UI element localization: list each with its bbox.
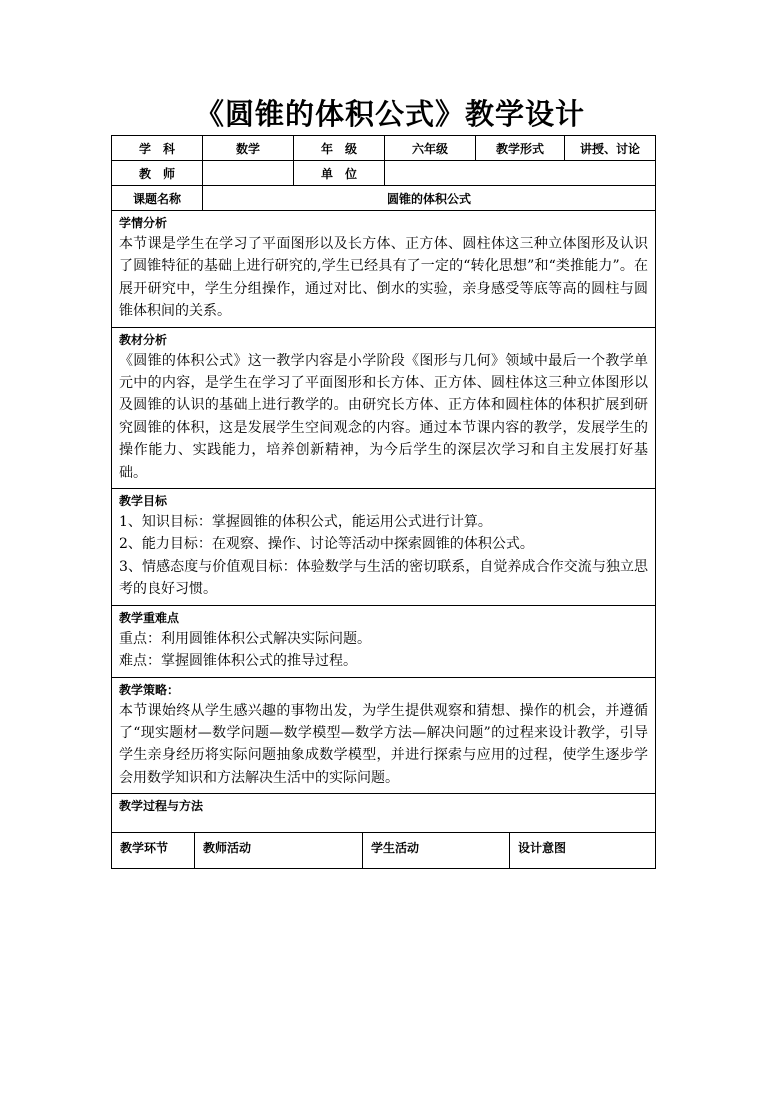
teaching-form-value: 讲授、讨论 [565,136,656,160]
process-table-header [112,833,656,869]
col-design-intent: 设计意图 [510,833,656,868]
key-points-heading: 教学重难点 [119,610,180,625]
unit-label: 单 位 [294,161,385,185]
student-analysis-section [112,211,656,328]
info-row-3 [112,186,656,211]
unit-value [385,161,656,185]
col-teacher-activity: 教师活动 [195,833,363,868]
lesson-plan-table [111,135,656,869]
teacher-label: 教 师 [112,161,203,185]
key-point-focus: 重点：利用圆锥体积公式解决实际问题。 [119,630,371,647]
teaching-form-label: 教学形式 [476,136,565,160]
grade-value: 六年级 [385,136,476,160]
subject-value: 数学 [203,136,294,160]
col-stage: 教学环节 [112,833,195,868]
objective-knowledge: 1、知识目标：掌握圆锥的体积公式，能运用公式进行计算。 [119,514,492,531]
info-row-1 [112,136,656,161]
topic-value: 圆锥的体积公式 [203,186,656,210]
grade-label: 年 级 [294,136,385,160]
objectives-heading: 教学目标 [119,494,168,509]
objective-ability: 2、能力目标：在观察、操作、讨论等活动中探索圆锥的体积公式。 [119,536,534,553]
student-analysis-heading: 学情分析 [119,216,168,230]
col-student-activity: 学生活动 [363,833,510,868]
topic-label: 课题名称 [112,186,203,210]
material-analysis-text: 《圆锥的体积公式》这一教学内容是小学阶段《图形与几何》领域中最后一个教学单元中的内容，是学生在学习了平面图形和长方体、正方体、圆柱体这三种立体图形以及圆锥的认识的基础上进行教学的。由研究长方体、正方体和圆柱体的体积扩展到研究圆锥的体积，这是发展学生空间观念的内容。通过本节课内容的教学，发展学生的操作能力、实践能力，培养创新精神，为今后学生的深层次学习和自主发展打好基础。 [119,352,648,481]
document-title: 《圆锥的体积公式》教学设计 [194,97,585,131]
info-row-2 [112,161,656,186]
student-analysis-text: 本节课是学生在学习了平面图形以及长方体、正方体、圆柱体这三种立体图形及认识了圆锥特征的基础上进行研究的,学生已经具有了一定的“转化思想”和“类推能力”。在展开研究中，学生分组操作，通过对比、倒水的实验，亲身感受等底等高的圆柱与圆锥体积间的关系。 [119,236,648,320]
strategy-heading: 教学策略： [119,682,180,697]
strategy-section [112,678,656,795]
material-analysis-section [112,328,656,489]
material-analysis-heading: 教材分析 [119,332,168,347]
key-point-difficulty: 难点：掌握圆锥体积公式的推导过程。 [119,653,357,670]
objectives-section [112,489,656,606]
strategy-text: 本节课始终从学生感兴趣的事物出发，为学生提供观察和猜想、操作的机会，并遵循了“现实题材—数学问题—数学模型—数学方法—解决问题”的过程来设计教学，引导学生亲身经历将实际问题抽象成数学模型，并进行探索与应用的过程，使学生逐步学会用数学知识和方法解决生活中的实际问题。 [119,702,648,786]
objective-attitude: 3、情感态度与价值观目标：体验数学与生活的密切联系，自觉养成合作交流与独立思考的良好习惯。 [119,558,648,598]
process-heading: 教学过程与方法 [119,799,204,814]
key-points-section [112,606,656,678]
subject-label: 学 科 [112,136,203,160]
teacher-value [203,161,294,185]
process-section [112,794,656,833]
